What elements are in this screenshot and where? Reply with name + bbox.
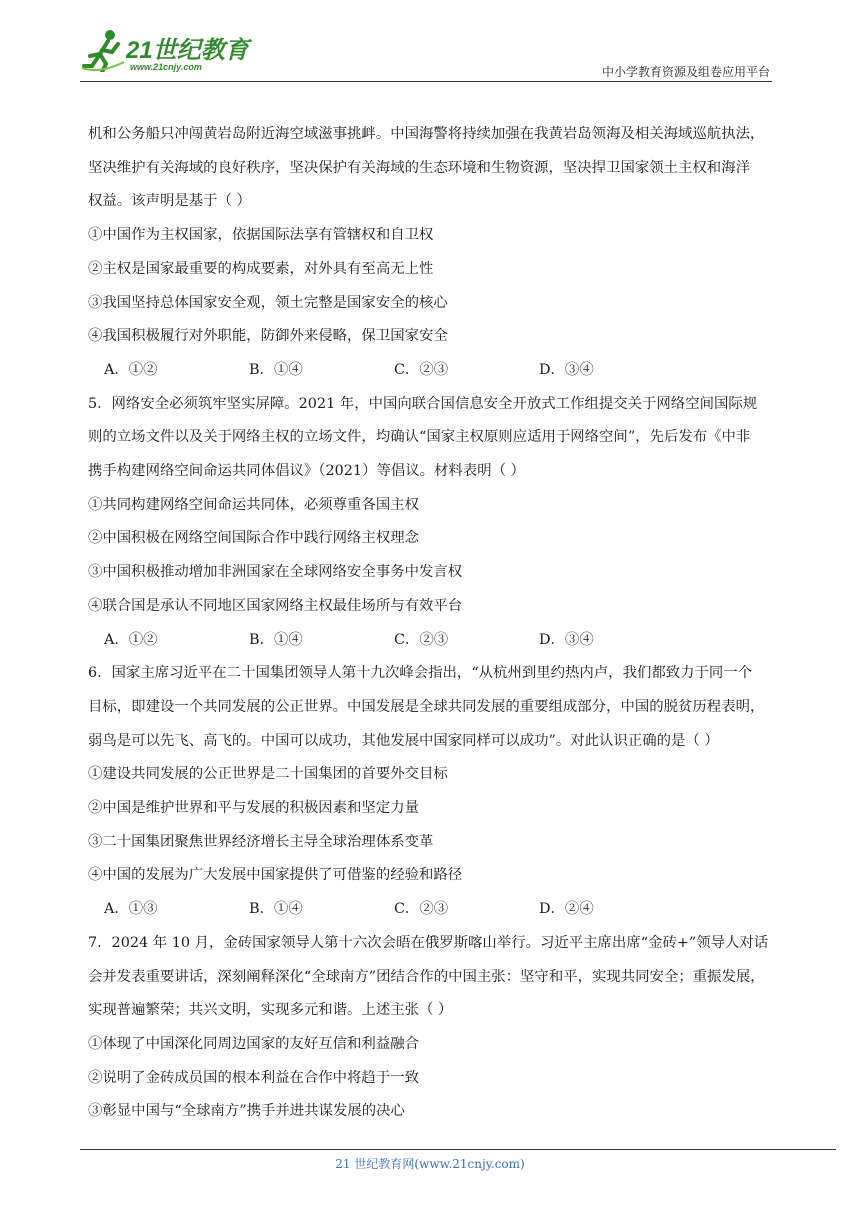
text-line: ②中国是维护世界和平与发展的积极因素和坚定力量 — [88, 800, 419, 817]
answer-choice[interactable]: B．①④ — [249, 361, 303, 378]
answer-choice[interactable]: A．①② — [104, 361, 158, 378]
logo-url: www.21cnjy.com — [130, 62, 202, 72]
text-line: 7．2024 年 10 月，金砖国家领导人第十六次会晤在俄罗斯喀山举行。习近平主席出席“金砖+”领导人对话 — [88, 934, 769, 951]
answer-choice[interactable]: A．①③ — [104, 901, 158, 918]
answer-choice[interactable]: B．①④ — [249, 631, 303, 648]
answer-choices — [88, 893, 778, 927]
answer-choice[interactable]: C．②③ — [394, 361, 449, 378]
text-line: ①建设共同发展的公正世界是二十国集团的首要外交目标 — [88, 766, 448, 783]
text-line: 实现普遍繁荣；共兴文明，实现多元和谐。上述主张（ ） — [88, 1002, 453, 1019]
text-line: 则的立场文件以及关于网络主权的立场文件，均确认“国家主权原则应适用于网络空间”，先后发布《中非 — [88, 429, 751, 446]
text-line: 权益。该声明是基于（ ） — [88, 193, 251, 210]
text-line: ④联合国是承认不同地区国家网络主权最佳场所与有效平台 — [88, 597, 463, 614]
text-line: ③我国坚持总体国家安全观，领土完整是国家安全的核心 — [88, 294, 448, 311]
footer-link[interactable]: 21 世纪教育网(www.21cnjy.com) — [335, 1157, 525, 1171]
text-line: 携手构建网络空间命运共同体倡议》（2021）等倡议。材料表明（ ） — [88, 463, 525, 480]
text-line: ②说明了金砖成员国的根本利益在合作中将趋于一致 — [88, 1069, 419, 1086]
page-header — [0, 0, 860, 84]
answer-choices — [88, 624, 778, 658]
answer-choice[interactable]: D．③④ — [539, 361, 594, 378]
text-line: ③二十国集团聚焦世界经济增长主导全球治理体系变革 — [88, 833, 434, 850]
header-divider — [80, 81, 772, 82]
text-line: ①中国作为主权国家，依据国际法享有管辖权和自卫权 — [88, 227, 434, 244]
text-line: 机和公务船只冲闯黄岩岛附近海空域滋事挑衅。中国海警将持续加强在我黄岩岛领海及相关海域巡航执法， — [88, 126, 765, 142]
text-line: 6．国家主席习近平在二十国集团领导人第十九次峰会指出，“从杭州到里约热内卢，我们都致力于同一个 — [88, 665, 753, 682]
text-line: ②主权是国家最重要的构成要素，对外具有至高无上性 — [88, 260, 434, 277]
runner-logo-icon — [80, 28, 128, 72]
site-logo[interactable] — [80, 28, 260, 78]
answer-choice[interactable]: D．②④ — [539, 901, 594, 918]
answer-choices — [88, 354, 778, 388]
text-line: ①共同构建网络空间命运共同体，必须尊重各国主权 — [88, 496, 419, 513]
text-line: 目标，即建设一个共同发展的公正世界。中国发展是全球共同发展的重要组成部分，中国的脱贫历程表明， — [88, 698, 765, 715]
answer-choice[interactable]: D．③④ — [539, 631, 594, 648]
text-line: 会并发表重要讲话，深刻阐释深化“全球南方”团结合作的中国主张：坚守和平，实现共同安全；重振发展， — [88, 968, 765, 985]
text-line: 弱鸟是可以先飞、高飞的。中国可以成功，其他发展中国家同样可以成功”。对此认识正确的是（ ） — [88, 732, 719, 749]
text-line: 坚决维护有关海域的良好秩序，坚决保护有关海域的生态环境和生物资源，坚决捍卫国家领土主权和海洋 — [88, 159, 750, 176]
answer-choice[interactable]: C．②③ — [394, 901, 449, 918]
text-line: ④我国积极履行对外职能，防御外来侵略，保卫国家安全 — [88, 328, 448, 345]
text-line: ②中国积极在网络空间国际合作中践行网络主权理念 — [88, 530, 419, 547]
footer-divider — [80, 1149, 836, 1150]
text-line: ③彰显中国与“全球南方”携手并进共谋发展的决心 — [88, 1103, 405, 1120]
logo-text: 21世纪教育 — [126, 37, 249, 64]
question-content — [88, 118, 778, 1129]
answer-choice[interactable]: C．②③ — [394, 631, 449, 648]
text-line: 5．网络安全必须筑牢坚实屏障。2021 年，中国向联合国信息安全开放式工作组提交关于网络空间国际规 — [88, 395, 758, 412]
platform-title: 中小学教育资源及组卷应用平台 — [601, 65, 770, 79]
text-line: ③中国积极推动增加非洲国家在全球网络安全事务中发言权 — [88, 564, 463, 581]
text-line: ④中国的发展为广大发展中国家提供了可借鉴的经验和路径 — [88, 867, 463, 884]
answer-choice[interactable]: B．①④ — [249, 901, 303, 918]
text-line: ①体现了中国深化同周边国家的友好互信和利益融合 — [88, 1035, 419, 1052]
answer-choice[interactable]: A．①② — [104, 631, 158, 648]
